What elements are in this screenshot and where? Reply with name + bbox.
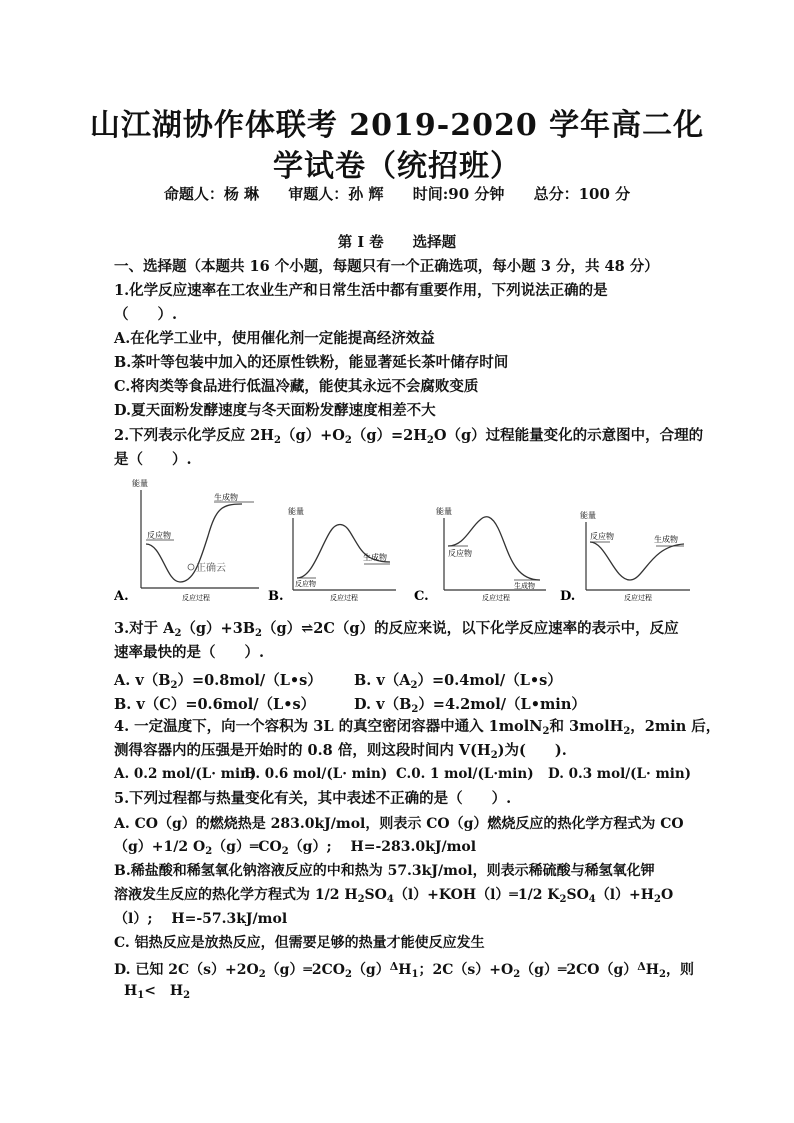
q4-option-d: D. 0.3 mol/(L· min) [548,766,692,782]
q4-stem: 4. 一定温度下，向一个容积为 3L 的真空密闭容器中通入 1molN$_2$和 3molH$_2$，2min 后， [114,718,721,737]
q1-option-b: B.茶叶等包装中加入的还原性铁粉，能显著延长茶叶储存时间 [114,354,509,371]
option-label: D. [560,589,576,604]
q3-option-d: D. $v(B_2)=4.2mol/(L•\min)$ [354,696,586,715]
energy-diagram-b [268,476,418,604]
q2-stem: 2.下列表示化学反应 $2H_2(g)+O_2(g)=2H_2O(g)$过程能量变化的示意图中，合理的 [114,427,704,446]
q5-option-d-line-1: D. 已知 $2C(s)+2O_2(g)═2CO_2(g)^\Delta H_1$；$2C(s)+O_2(g)═2CO(g)^\Delta H_2$，则 [114,960,694,980]
q5-stem: 5.下列过程都与热量变化有关，其中表述不正确的是（ ）. [114,790,512,807]
q1-option-d: D.夏天面粉发酵速度与冬天面粉发酵速度相差不大 [114,402,436,419]
option-label: B. [268,589,284,604]
q1-blank: （ ）. [114,306,178,323]
energy-diagram-d [560,476,710,604]
q5-option-d-line-2: $H_1<$ $H_2$ [124,983,191,1001]
exam-time: 时间:90 分钟 [412,185,505,203]
y-axis-label: 能量 [580,511,596,520]
q4-option-a: A. 0.2 mol/(L· min) [114,766,257,782]
q5-option-c: C. 铝热反应是放热反应，但需要足够的热量才能使反应发生 [114,935,485,951]
total-score: 总分：100 分 [533,185,631,203]
q5-option-b-line-2: 溶液发生反应的热化学方程式为 1/2 $H_2SO_4(l)+KOH(l)═1/2$ $K_2SO_4(l)+H_2O$ [114,887,674,905]
x-axis-label: 反应过程 [330,594,358,602]
x-axis-label: 反应过程 [182,594,210,602]
reactant-label: 反应物 [448,549,472,558]
q1-stem: 1.化学反应速率在工农业生产和日常生活中都有重要作用，下列说法正确的是 [114,282,608,299]
q4-stem-line-2: 测得容器内的压强是开始时的 0.8 倍，则这段时间内 $V(H_2)$为( ). [114,742,567,761]
energy-curve [146,504,242,582]
reactant-label: 反应物 [147,531,171,540]
section-instruction: 一、选择题（本题共 16 个小题，每题只有一个正确选项，每小题 3 分，共 48 分） [114,258,659,275]
q5-option-b-line-1: B.稀盐酸和稀氢氧化钠溶液反应的中和热为 57.3kJ/mol，则表示稀硫酸与稀氢氧化钾 [114,863,655,879]
reactant-label: 反应物 [295,580,316,588]
q1-option-c: C.将肉类等食品进行低温冷藏，能使其永远不会腐败变质 [114,378,479,395]
delta-symbol: Δ [389,960,399,973]
x-axis-label: 反应过程 [624,594,652,602]
watermark-text: 正确云 [196,563,226,574]
q5-option-a-line-1: A. CO（g）的燃烧热是 283.0kJ/mol，则表示 CO（g）燃烧反应的热化学方程式为 CO [114,816,684,832]
page-title-line-1: 山江湖协作体联考 2019-2020 学年高二化 [89,108,705,143]
q3-stem: 3.对于 $A_2(g)+3B_2(g)\rightleftharpoons 2C(g)$的反应来说，以下化学反应速率的表示中，反应 [114,620,679,639]
option-label: A. [114,589,129,604]
option-label: C. [414,589,429,604]
y-axis-label: 能量 [288,507,304,516]
x-axis-label: 反应过程 [482,594,510,602]
page-title-line-2: 学试卷（统招班） [273,149,521,184]
product-label: 生成物 [214,493,238,502]
y-axis-label: 能量 [132,479,148,488]
q3-option-a: A. $v(B_2)=0.8mol/(L•s)$ [114,672,322,691]
q4-option-c: C.0. 1 mol/(L·min) [396,766,534,782]
energy-diagram-a [114,476,264,604]
product-label: 生成物 [654,535,678,544]
exam-meta [0,183,794,204]
product-label: 生成物 [514,582,535,590]
energy-diagram-c [414,476,564,604]
energy-curve [590,542,684,580]
energy-curve [297,525,390,579]
q1-option-a: A.在化学工业中，使用催化剂一定能提高经济效益 [114,330,435,347]
q3-option-c: B. v（C）=0.6mol/（L•s） [114,696,316,713]
q2-stem-line-2: 是（ ）. [114,451,192,468]
q3-stem-line-2: 速率最快的是（ ）. [114,644,265,661]
product-label: 生成物 [363,553,387,562]
author: 命题人：杨 琳 [163,185,260,203]
q3-option-b: B. $v(A_2)=0.4mol/(L•s)$ [354,672,562,691]
y-axis-label: 能量 [436,507,452,516]
q5-option-b-line-3: （l）; H=-57.3kJ/mol [114,911,288,927]
section-title: 第 I 卷 选择题 [337,234,457,251]
q4-option-b: B. 0.6 mol/(L· min) [244,766,388,782]
reviewer: 审题人：孙 辉 [288,185,384,203]
delta-symbol: Δ [637,960,646,973]
q5-option-a-line-2: （g）+1/2 $O_2(g)═CO_2(g)$; H=-283.0kJ/mol [114,839,477,857]
reactant-label: 反应物 [590,532,614,541]
